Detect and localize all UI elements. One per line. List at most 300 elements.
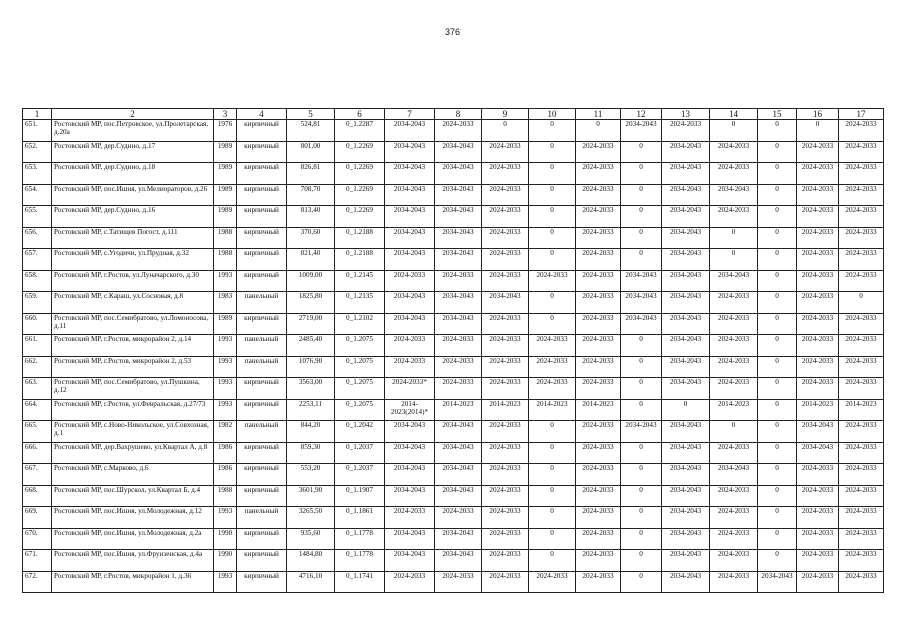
table-cell: 2034-2043	[385, 313, 435, 335]
table-cell: 1009,00	[287, 270, 335, 292]
table-cell: 1986	[214, 464, 237, 486]
row-number-cell: 654.	[23, 184, 52, 206]
table-cell: 0_1.2145	[335, 270, 385, 292]
table-cell: 2485,40	[287, 335, 335, 357]
table-row	[23, 421, 884, 443]
table-cell: 2024-2033	[385, 270, 435, 292]
table-cell: 1993	[214, 378, 237, 400]
table-cell: 1993	[214, 399, 237, 421]
table-cell: 0	[758, 399, 797, 421]
table-cell: 2014-2023	[435, 399, 482, 421]
table-cell: 0	[529, 249, 576, 271]
table-cell: 2024-2033	[482, 528, 529, 550]
table-cell: 2024-2033	[797, 550, 839, 572]
table-cell: 0	[621, 399, 662, 421]
table-cell: 2024-2033	[797, 528, 839, 550]
table-cell: 2024-2033	[576, 335, 621, 357]
table-cell: 2034-2043	[621, 313, 662, 335]
table-cell: 2014-2023	[839, 399, 884, 421]
table-cell: 1990	[214, 528, 237, 550]
table-cell: 0_1.2269	[335, 184, 385, 206]
table-cell: 2024-2033	[482, 485, 529, 507]
table-cell: 2024-2033	[839, 571, 884, 593]
table-cell: 0	[529, 120, 576, 142]
table-cell: 0_1.2075	[335, 399, 385, 421]
table-cell: 0	[758, 184, 797, 206]
table-cell: 2034-2043	[435, 313, 482, 335]
table-row	[23, 399, 884, 421]
table-cell: 3601,90	[287, 485, 335, 507]
table-cell: 2024-2033	[576, 270, 621, 292]
address-cell: Ростовский МР, с.Караш, ул.Сосновая, д.8	[52, 292, 214, 314]
table-cell: 370,60	[287, 227, 335, 249]
row-number-cell: 659.	[23, 292, 52, 314]
table-cell: 2024-2033	[435, 356, 482, 378]
table-cell: 2034-2043	[435, 163, 482, 185]
table-cell: 0_1.2075	[335, 378, 385, 400]
header-cell: 7	[385, 109, 435, 120]
table-cell: 0	[529, 163, 576, 185]
table-cell: 0	[758, 464, 797, 486]
table-cell: 2034-2043	[435, 184, 482, 206]
table-cell: 2034-2043	[621, 120, 662, 142]
row-number-cell: 666.	[23, 442, 52, 464]
table-cell: 2024-2033	[482, 442, 529, 464]
table-cell: 1825,80	[287, 292, 335, 314]
table-cell: 2024-2033	[797, 227, 839, 249]
header-cell: 11	[576, 109, 621, 120]
table-row	[23, 141, 884, 163]
table-cell: кирпичный	[237, 206, 287, 228]
table-cell: 0_1.1778	[335, 550, 385, 572]
table-cell: 2034-2043	[385, 442, 435, 464]
table-cell: 2034-2043	[662, 163, 710, 185]
table-cell: 2034-2043	[662, 356, 710, 378]
table-cell: 2253,11	[287, 399, 335, 421]
table-cell: 0	[758, 206, 797, 228]
address-cell: Ростовский МР, г.Ростов, микрорайон 2, д.53	[52, 356, 214, 378]
table-cell: 2034-2043	[385, 249, 435, 271]
table-cell: кирпичный	[237, 528, 287, 550]
page-number: 376	[444, 27, 461, 37]
table-cell: 2034-2043	[710, 464, 758, 486]
table-cell: 2034-2043	[435, 249, 482, 271]
header-cell: 8	[435, 109, 482, 120]
table-row	[23, 335, 884, 357]
address-cell: Ростовский МР, с.Угодичи, ул.Прудная, д.32	[52, 249, 214, 271]
table-cell: 0	[621, 507, 662, 529]
table-cell: 0_1.2188	[335, 227, 385, 249]
header-cell: 10	[529, 109, 576, 120]
table-cell: 2024-2033	[435, 571, 482, 593]
table-cell: 0	[797, 120, 839, 142]
table-cell: 2024-2033*	[385, 378, 435, 400]
table-cell: 2034-2043	[435, 227, 482, 249]
table-cell: 0	[529, 485, 576, 507]
table-cell: 0	[758, 378, 797, 400]
table-cell: 0	[529, 442, 576, 464]
table-cell: 0	[529, 507, 576, 529]
table-cell: 2034-2043	[385, 485, 435, 507]
table-cell: 2024-2033	[710, 356, 758, 378]
table-cell: 2034-2043	[662, 485, 710, 507]
table-cell: 1982	[214, 421, 237, 443]
table-cell: 2034-2043	[662, 528, 710, 550]
table-cell: 2024-2033	[797, 571, 839, 593]
table-cell: 2024-2033	[797, 464, 839, 486]
table-cell: 1983	[214, 292, 237, 314]
table-cell: 0	[621, 571, 662, 593]
table-cell: 2024-2033	[839, 550, 884, 572]
table-cell: 2024-2033	[482, 206, 529, 228]
table-cell: 0_1.2037	[335, 464, 385, 486]
header-cell: 6	[335, 109, 385, 120]
table-cell: 1993	[214, 507, 237, 529]
table-row	[23, 313, 884, 335]
table-row	[23, 378, 884, 400]
row-number-cell: 664.	[23, 399, 52, 421]
table-cell: 2024-2033	[385, 335, 435, 357]
table-cell: 0	[621, 550, 662, 572]
table-cell: 0	[529, 550, 576, 572]
table-cell: 0_1.2135	[335, 292, 385, 314]
header-cell: 4	[237, 109, 287, 120]
row-number-cell: 658.	[23, 270, 52, 292]
table-cell: 0_1.2042	[335, 421, 385, 443]
table-cell: 2024-2033	[710, 485, 758, 507]
table-cell: 2034-2043	[662, 550, 710, 572]
table-cell: 2024-2033	[710, 163, 758, 185]
address-cell: Ростовский МР, пос.Ишня, ул.Мелиораторов, д.26	[52, 184, 214, 206]
table-cell: 2024-2033	[797, 356, 839, 378]
table-cell: 2024-2033	[529, 571, 576, 593]
table-cell: 0_1.2075	[335, 356, 385, 378]
table-cell: 2024-2033	[710, 528, 758, 550]
table-cell: 2024-2033	[797, 335, 839, 357]
table-cell: 0_1.1907	[335, 485, 385, 507]
table-cell: 2024-2033	[385, 356, 435, 378]
table-cell: кирпичный	[237, 442, 287, 464]
table-cell: 2024-2033	[839, 485, 884, 507]
table-cell: 2024-2033	[839, 421, 884, 443]
table-cell: 2024-2033	[482, 507, 529, 529]
table-cell: 2024-2033	[576, 442, 621, 464]
row-number-cell: 665.	[23, 421, 52, 443]
table-cell: 935,60	[287, 528, 335, 550]
table-cell: 2034-2043	[435, 485, 482, 507]
table-cell: 0	[621, 249, 662, 271]
address-cell: Ростовский МР, пос.Семибратово, ул.Ломоносова, д.11	[52, 313, 214, 335]
table-cell: 2024-2033	[710, 313, 758, 335]
table-cell: 1976	[214, 120, 237, 142]
table-cell: 1484,80	[287, 550, 335, 572]
table-cell: панельный	[237, 421, 287, 443]
table-cell: 2024-2033	[797, 485, 839, 507]
table-cell: 0	[758, 120, 797, 142]
address-cell: Ростовский МР, с.Ново-Никольское, ул.Совхозная, д.1	[52, 421, 214, 443]
row-number-cell: 661.	[23, 335, 52, 357]
address-cell: Ростовский МР, пос.Ишня, ул.Фрунзенская, д.4а	[52, 550, 214, 572]
table-cell: 2024-2033	[482, 227, 529, 249]
table-cell: 2024-2033	[839, 378, 884, 400]
table-cell: 0	[576, 120, 621, 142]
table-cell: 0_1.2269	[335, 163, 385, 185]
table-cell: 2719,00	[287, 313, 335, 335]
row-number-cell: 652.	[23, 141, 52, 163]
table-cell: 0	[662, 399, 710, 421]
table-cell: 2024-2033	[839, 184, 884, 206]
address-cell: Ростовский МР, пос.Петровское, ул.Пролетарская, д.20а	[52, 120, 214, 142]
table-cell: 2024-2033	[839, 464, 884, 486]
table-cell: 2024-2033	[576, 184, 621, 206]
table-cell: 2024-2033	[576, 550, 621, 572]
table-cell: 2024-2033	[710, 378, 758, 400]
table-row	[23, 270, 884, 292]
table-cell: 2014-2023	[529, 399, 576, 421]
table-cell: 2034-2043	[662, 464, 710, 486]
table-cell: кирпичный	[237, 399, 287, 421]
table-cell: 2034-2043	[385, 227, 435, 249]
table-cell: 0	[710, 249, 758, 271]
table-row	[23, 571, 884, 593]
table-cell: 2024-2033	[662, 120, 710, 142]
table-cell: 2024-2033	[482, 163, 529, 185]
table-cell: 2034-2043	[385, 163, 435, 185]
table-row	[23, 464, 884, 486]
table-cell: 2024-2033	[710, 571, 758, 593]
table-cell: панельный	[237, 292, 287, 314]
table-row	[23, 442, 884, 464]
table-cell: 0	[758, 421, 797, 443]
table-cell: 0_1.1778	[335, 528, 385, 550]
table-cell: 2024-2033	[529, 378, 576, 400]
table-cell: 2024-2033	[482, 184, 529, 206]
table-cell: 2034-2043	[621, 270, 662, 292]
table-cell: 2024-2033	[797, 206, 839, 228]
table-cell: 0	[529, 464, 576, 486]
table-cell: 2034-2043	[435, 550, 482, 572]
table-cell: 2034-2043	[662, 507, 710, 529]
table-cell: 0	[758, 356, 797, 378]
table-cell: 1986	[214, 442, 237, 464]
table-cell: 0	[529, 528, 576, 550]
table-row	[23, 356, 884, 378]
table-cell: 1993	[214, 571, 237, 593]
table-cell: 2034-2043	[662, 313, 710, 335]
table-cell: 0	[529, 227, 576, 249]
table-cell: 813,40	[287, 206, 335, 228]
table-cell: 0	[758, 550, 797, 572]
table-cell: кирпичный	[237, 485, 287, 507]
table-cell: 0	[621, 335, 662, 357]
table-cell: 2024-2033	[710, 292, 758, 314]
table-cell: 2034-2043	[662, 421, 710, 443]
address-cell: Ростовский МР, дер.Судино, д.18	[52, 163, 214, 185]
table-cell: 2034-2043	[435, 206, 482, 228]
table-cell: 2034-2043	[385, 206, 435, 228]
row-number-cell: 669.	[23, 507, 52, 529]
table-row	[23, 485, 884, 507]
table-cell: кирпичный	[237, 120, 287, 142]
table-cell: 2034-2043	[435, 528, 482, 550]
table-cell: 2024-2033	[710, 206, 758, 228]
table-row	[23, 249, 884, 271]
address-cell: Ростовский МР, г.Ростов, ул.Февральская, д.27/73	[52, 399, 214, 421]
table-cell: 2014-2023(2014)*	[385, 399, 435, 421]
table-cell: 2034-2043	[662, 184, 710, 206]
table-cell: кирпичный	[237, 464, 287, 486]
table-cell: 2034-2043	[435, 141, 482, 163]
table-cell: 0_1.2075	[335, 335, 385, 357]
table-cell: 2024-2033	[839, 528, 884, 550]
table-row	[23, 292, 884, 314]
table-cell: 0	[621, 184, 662, 206]
table-cell: 2024-2033	[576, 528, 621, 550]
header-cell: 13	[662, 109, 710, 120]
address-cell: Ростовский МР, дер.Вахрушево, ул.Квартал А, д.8	[52, 442, 214, 464]
table-cell: 2034-2043	[435, 292, 482, 314]
table-cell: 826,81	[287, 163, 335, 185]
table-cell: 2034-2043	[797, 421, 839, 443]
table-cell: 2024-2033	[839, 206, 884, 228]
table-cell: кирпичный	[237, 550, 287, 572]
table-cell: 0	[621, 356, 662, 378]
table-cell: 2034-2043	[758, 571, 797, 593]
table-cell: кирпичный	[237, 184, 287, 206]
table-cell: 1993	[214, 356, 237, 378]
table-cell: 2024-2033	[482, 356, 529, 378]
table-cell: 0_1.2102	[335, 313, 385, 335]
header-cell: 17	[839, 109, 884, 120]
table-cell: 0	[621, 528, 662, 550]
table-cell: 2024-2033	[576, 249, 621, 271]
table-cell: 0	[758, 313, 797, 335]
table-cell: 2024-2033	[839, 120, 884, 142]
table-cell: 0	[621, 442, 662, 464]
table-cell: 0_1.1741	[335, 571, 385, 593]
table-cell: 2014-2023	[797, 399, 839, 421]
header-row	[23, 109, 884, 120]
table-cell: 2024-2033	[839, 249, 884, 271]
table-cell: 2034-2043	[797, 442, 839, 464]
address-cell: Ростовский МР, дер.Судино, д.17	[52, 141, 214, 163]
table-cell: 0	[621, 141, 662, 163]
table-cell: 2024-2033	[576, 421, 621, 443]
table-cell: 0	[621, 206, 662, 228]
table-cell: 0	[758, 485, 797, 507]
row-number-cell: 651.	[23, 120, 52, 142]
table-cell: 2034-2043	[662, 378, 710, 400]
table-cell: 0	[758, 249, 797, 271]
table-cell: кирпичный	[237, 227, 287, 249]
table-cell: 0_1.2188	[335, 249, 385, 271]
table-cell: 0	[758, 442, 797, 464]
table-cell: 2034-2043	[662, 292, 710, 314]
table-cell: 2034-2043	[385, 421, 435, 443]
table-cell: 2024-2033	[576, 163, 621, 185]
table-cell: 2024-2033	[839, 356, 884, 378]
table-cell: 2024-2033	[576, 356, 621, 378]
table-cell: 2024-2033	[482, 550, 529, 572]
table-cell: 2024-2033	[576, 206, 621, 228]
table-cell: 2024-2033	[839, 507, 884, 529]
table-cell: 0	[621, 163, 662, 185]
table-cell: 2024-2033	[839, 313, 884, 335]
table-cell: 0	[758, 528, 797, 550]
header-cell: 15	[758, 109, 797, 120]
table-cell: 2024-2033	[435, 507, 482, 529]
table-cell: 2024-2033	[482, 270, 529, 292]
table-cell: 2024-2033	[710, 335, 758, 357]
table-cell: 2024-2033	[839, 270, 884, 292]
table-cell: 1993	[214, 335, 237, 357]
table-cell: 2024-2033	[839, 442, 884, 464]
table-cell: 0	[758, 163, 797, 185]
table-cell: 2034-2043	[662, 270, 710, 292]
table-cell: 2024-2033	[576, 485, 621, 507]
row-number-cell: 653.	[23, 163, 52, 185]
table-cell: 2024-2033	[576, 507, 621, 529]
row-number-cell: 671.	[23, 550, 52, 572]
table-cell: 821,40	[287, 249, 335, 271]
table-cell: 2024-2033	[797, 378, 839, 400]
table-cell: 0	[621, 378, 662, 400]
table-cell: 0_1.2269	[335, 206, 385, 228]
table-cell: 2034-2043	[662, 571, 710, 593]
table-cell: 2024-2033	[797, 292, 839, 314]
table-cell: 524,81	[287, 120, 335, 142]
table-cell: 2034-2043	[435, 421, 482, 443]
table-row	[23, 507, 884, 529]
address-cell: Ростовский МР, г.Ростов, микрорайон 2, д.14	[52, 335, 214, 357]
table-cell: 2014-2023	[576, 399, 621, 421]
table-cell: 0	[621, 227, 662, 249]
row-number-cell: 663.	[23, 378, 52, 400]
table-cell: 2014-2023	[482, 399, 529, 421]
table-cell: 1990	[214, 550, 237, 572]
table-cell: 2024-2033	[839, 141, 884, 163]
table-row	[23, 528, 884, 550]
table-cell: 2024-2033	[797, 184, 839, 206]
table-cell: 2024-2033	[576, 464, 621, 486]
table-cell: 2024-2033	[482, 378, 529, 400]
table-cell: 1989	[214, 141, 237, 163]
header-cell: 16	[797, 109, 839, 120]
table-cell: 4716,10	[287, 571, 335, 593]
table-cell: 0	[621, 464, 662, 486]
table-row	[23, 120, 884, 142]
table-cell: 553,20	[287, 464, 335, 486]
table-cell: 2024-2033	[797, 163, 839, 185]
table-cell: 2024-2033	[839, 335, 884, 357]
row-number-cell: 662.	[23, 356, 52, 378]
table-cell: 2014-2023	[710, 399, 758, 421]
table-cell: 2034-2043	[385, 550, 435, 572]
row-number-cell: 655.	[23, 206, 52, 228]
table-cell: 2034-2043	[385, 120, 435, 142]
table-cell: 2024-2033	[839, 163, 884, 185]
table-cell: 1989	[214, 313, 237, 335]
table-cell: 1989	[214, 163, 237, 185]
table-cell: 2024-2033	[710, 442, 758, 464]
table-cell: 0	[529, 313, 576, 335]
table-cell: 2034-2043	[662, 141, 710, 163]
table-cell: 3265,50	[287, 507, 335, 529]
table-cell: 2024-2033	[435, 378, 482, 400]
row-number-cell: 657.	[23, 249, 52, 271]
table-cell: 2024-2033	[710, 141, 758, 163]
table-cell: 2024-2033	[482, 421, 529, 443]
